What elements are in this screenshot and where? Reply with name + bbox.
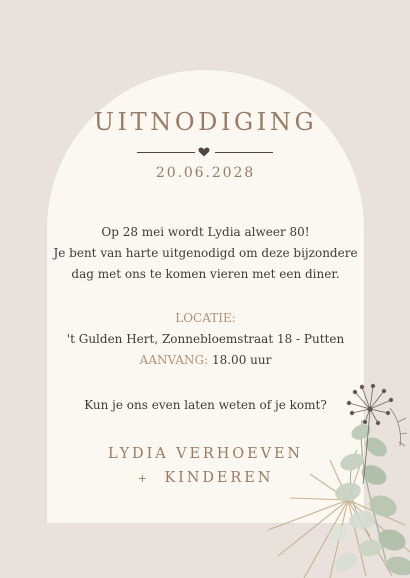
location-section <box>47 308 364 350</box>
host-name-main: LYDIA VERHOEVEN <box>107 446 304 462</box>
divider-line-right <box>215 152 273 153</box>
start-value: 18.00 uur <box>211 353 272 367</box>
start-label: AANVANG: <box>139 353 209 367</box>
floral-decoration <box>260 380 410 578</box>
intro-line-3: dag met ons te komen vieren met een diner. <box>71 267 340 281</box>
event-date: 20.06.2028 <box>155 165 256 181</box>
heart-icon <box>198 147 210 157</box>
start-section <box>47 350 364 371</box>
location-value: 't Gulden Hert, Zonnebloemstraat 18 - Putten <box>66 332 345 346</box>
intro-line-1: Op 28 mei wordt Lydia alweer 80! <box>101 225 310 239</box>
twig-icon <box>390 408 407 446</box>
title-divider <box>137 152 273 154</box>
invitation-title: UITNODIGING <box>93 108 318 136</box>
location-label: LOCATIE: <box>175 311 236 325</box>
invitation-intro <box>47 222 364 285</box>
intro-line-2: Je bent van harte uitgenodigd om deze bijzondere <box>53 246 358 260</box>
divider-line-left <box>137 152 195 153</box>
plus-symbol: + <box>137 472 147 485</box>
kinderen-label: KINDEREN <box>164 470 274 486</box>
rsvp-question: Kun je ons even laten weten of je komt? <box>84 398 327 412</box>
eucalyptus-icon <box>326 420 410 578</box>
